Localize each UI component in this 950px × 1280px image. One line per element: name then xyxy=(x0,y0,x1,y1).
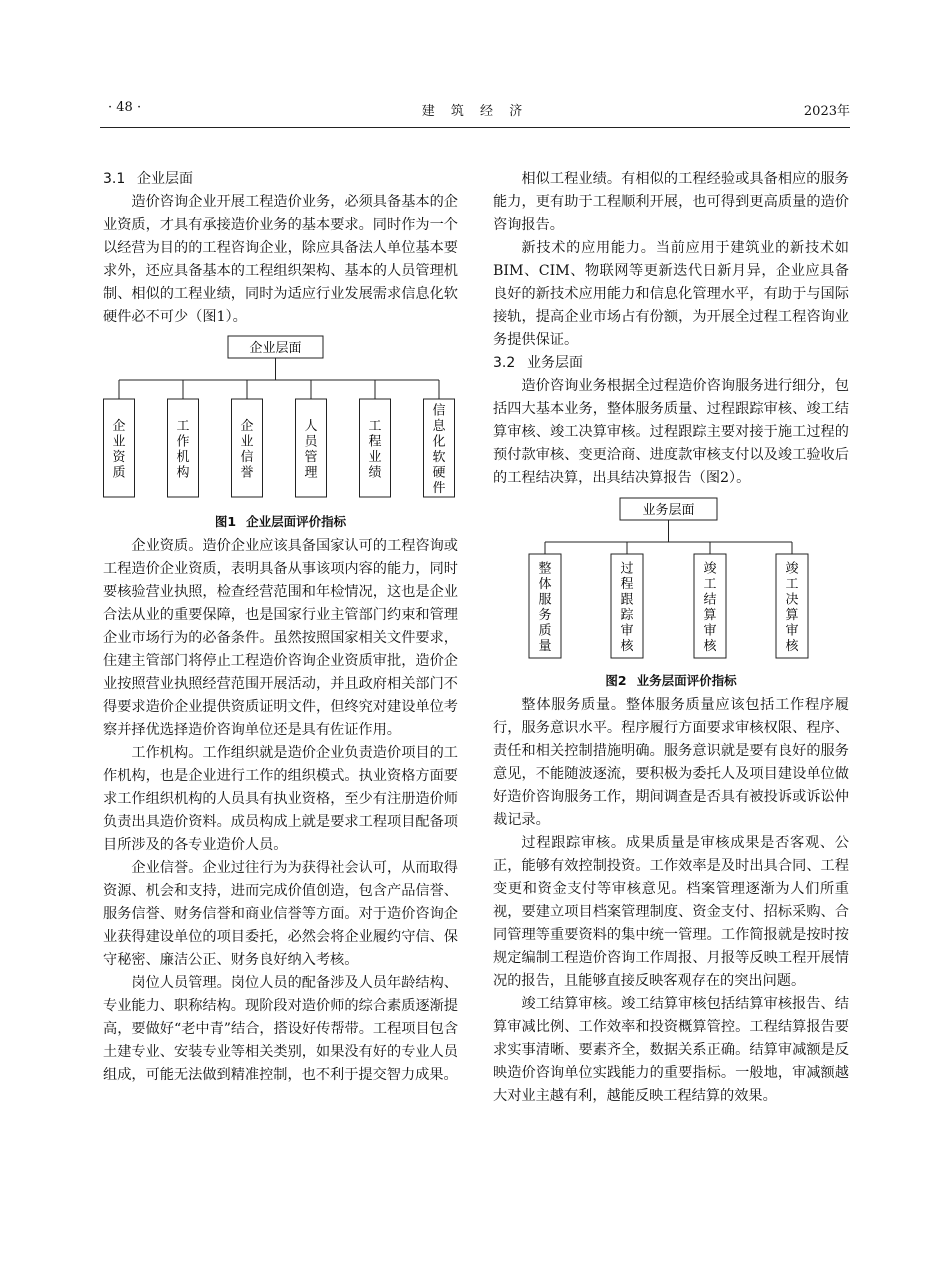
figure-1-tree xyxy=(103,335,458,505)
page-header xyxy=(100,100,850,120)
paragraph: 竣工结算审核。竣工结算审核包括结算审核报告、结算审减比例、工作效率和投资概算管控。工程结算报告要求实事清晰、要素齐全，数据关系正确。结算审减额是反映造价咨询单位实践能力的重要指标。一般地，审减额越大对业主越有利，越能反映工程结算的效果。 xyxy=(493,996,849,1104)
paragraph: 企业信誉。企业过往行为为获得社会认可，从而取得资源、机会和支持，进而完成价值创造，包含产品信誉、服务信誉、财务信誉和商业信誉等方面。对于造价咨询企业获得建设单位的项目委托，必然会将企业履约守信、保守秘密、廉洁公正、财务良好纳入考核。 xyxy=(103,860,458,968)
tree-root-label: 业务层面 xyxy=(642,503,695,518)
tree-node-label: 过程跟踪审核 xyxy=(620,561,634,654)
tree-node-label: 整体服务质量 xyxy=(538,561,552,654)
journal-title: 建 筑 经 济 xyxy=(421,104,529,119)
tree-node-label: 企业资质 xyxy=(112,418,126,481)
paragraph: 企业资质。造价企业应该具备国家认可的工程咨询或工程造价企业资质，表明具备从事该项内容的能力，同时要核验营业执照，检查经营范围和年检情况，这也是企业合法从业的重要保障，也是国家行业主管部门约束和管理企业市场行为的必备条件。虽然按照国家相关文件要求，住建主管部门将停止工程造价咨询企业资质审批，造价企业按照营业执照经营范围开展活动，并且政府相关部门不得要求造价企业提供资质证明文件，但终究对建设单位考察并择优选择造价咨询单位还是具有佐证作用。 xyxy=(103,538,458,738)
tree-node-label: 工程业绩 xyxy=(368,418,382,481)
section-heading-3-2 xyxy=(493,352,849,375)
section-heading-3-1 xyxy=(103,168,458,191)
tree-node-label: 信息化软硬件 xyxy=(432,403,446,496)
section-number: 3.2 xyxy=(493,355,516,371)
tree-node-label: 竣工结算审核 xyxy=(703,561,717,654)
figure-2-tree xyxy=(493,496,849,664)
paragraph: 造价咨询企业开展工程造价业务，必须具备基本的企业资质，才具有承接造价业务的基本要求。同时作为一个以经营为目的的工程咨询企业，除应具备法人单位基本要求外，还应具备基本的工程组织架构、基本的人员管理机制、相似的工程业绩，同时为适应行业发展需求信息化软硬件必不可少（图1）。 xyxy=(103,194,458,325)
tree-root-label: 企业层面 xyxy=(249,341,302,356)
tree-node-label: 企业信誉 xyxy=(240,418,254,481)
section-title: 企业层面 xyxy=(137,171,193,187)
section-number: 3.1 xyxy=(103,171,126,187)
section-title: 业务层面 xyxy=(527,355,583,371)
tree-node-label: 工作机构 xyxy=(176,418,190,481)
tree-node-label: 人员管理 xyxy=(304,418,318,481)
right-column xyxy=(493,168,849,1108)
paragraph: 过程跟踪审核。成果质量是审核成果是否客观、公正，能够有效控制投资。工作效率是及时出具合同、工程变更和资金支付等审核意见。档案管理逐渐为人们所重视，要建立项目档案管理制度、资金支付、招标采购、合同管理等重要资料的集中统一管理。工作简报就是按时按规定编制工程造价咨询工作周报、月报等反映工程开展情况的报告，且能够直接反映客观存在的突出问题。 xyxy=(493,835,849,989)
figure-1 xyxy=(103,335,458,531)
paragraph: 新技术的应用能力。当前应用于建筑业的新技术如BIM、CIM、物联网等更新迭代日新月异，企业应具备良好的新技术应用能力和信息化管理水平，有助于与国际接轨，提高企业市场占有份额，为开展全过程工程咨询业务提供保证。 xyxy=(493,240,849,348)
figure-2 xyxy=(493,496,849,690)
header-rule xyxy=(100,127,850,128)
issue-year: 2023年 xyxy=(803,104,850,119)
page-number: · 48 · xyxy=(108,100,142,115)
paragraph: 相似工程业绩。有相似的工程经验或具备相应的服务能力，更有助于工程顺利开展，也可得到更高质量的造价咨询报告。 xyxy=(493,171,849,233)
tree-node-label: 竣工决算审核 xyxy=(785,561,799,654)
figure-2-caption: 图2 业务层面评价指标 xyxy=(605,673,737,688)
paragraph: 工作机构。工作组织就是造价企业负责造价项目的工作机构，也是企业进行工作的组织模式。执业资格方面要求工作组织机构的人员具有执业资格，至少有注册造价师负责出具造价资料。成员构成上就是要求工程项目配备项目所涉及的各专业造价人员。 xyxy=(103,745,458,853)
left-column xyxy=(103,168,458,1087)
paragraph: 造价咨询业务根据全过程造价咨询服务进行细分，包括四大基本业务，整体服务质量、过程跟踪审核、竣工结算审核、竣工决算审核。过程跟踪主要对接于施工过程的预付款审核、变更洽商、进度款审核支付以及竣工验收后的工程结决算，出具结决算报告（图2）。 xyxy=(493,378,849,486)
figure-1-caption: 图1 企业层面评价指标 xyxy=(214,514,347,529)
paragraph: 岗位人员管理。岗位人员的配备涉及人员年龄结构、专业能力、职称结构。现阶段对造价师的综合素质逐渐提高，要做好“老中青”结合，搭设好传帮带。工程项目包含土建专业、安装专业等相关类别，如果没有好的专业人员组成，可能无法做到精准控制，也不利于提交智力成果。 xyxy=(103,975,459,1083)
paragraph: 整体服务质量。整体服务质量应该包括工作程序履行，服务意识水平。程序履行方面要求审核权限、程序、责任和相关控制措施明确。服务意识就是要有良好的服务意见，不能随波逐流，要积极为委托人及项目建设单位做好造价咨询服务工作，期间调查是否具有被投诉或诉讼仲裁记录。 xyxy=(493,697,849,828)
